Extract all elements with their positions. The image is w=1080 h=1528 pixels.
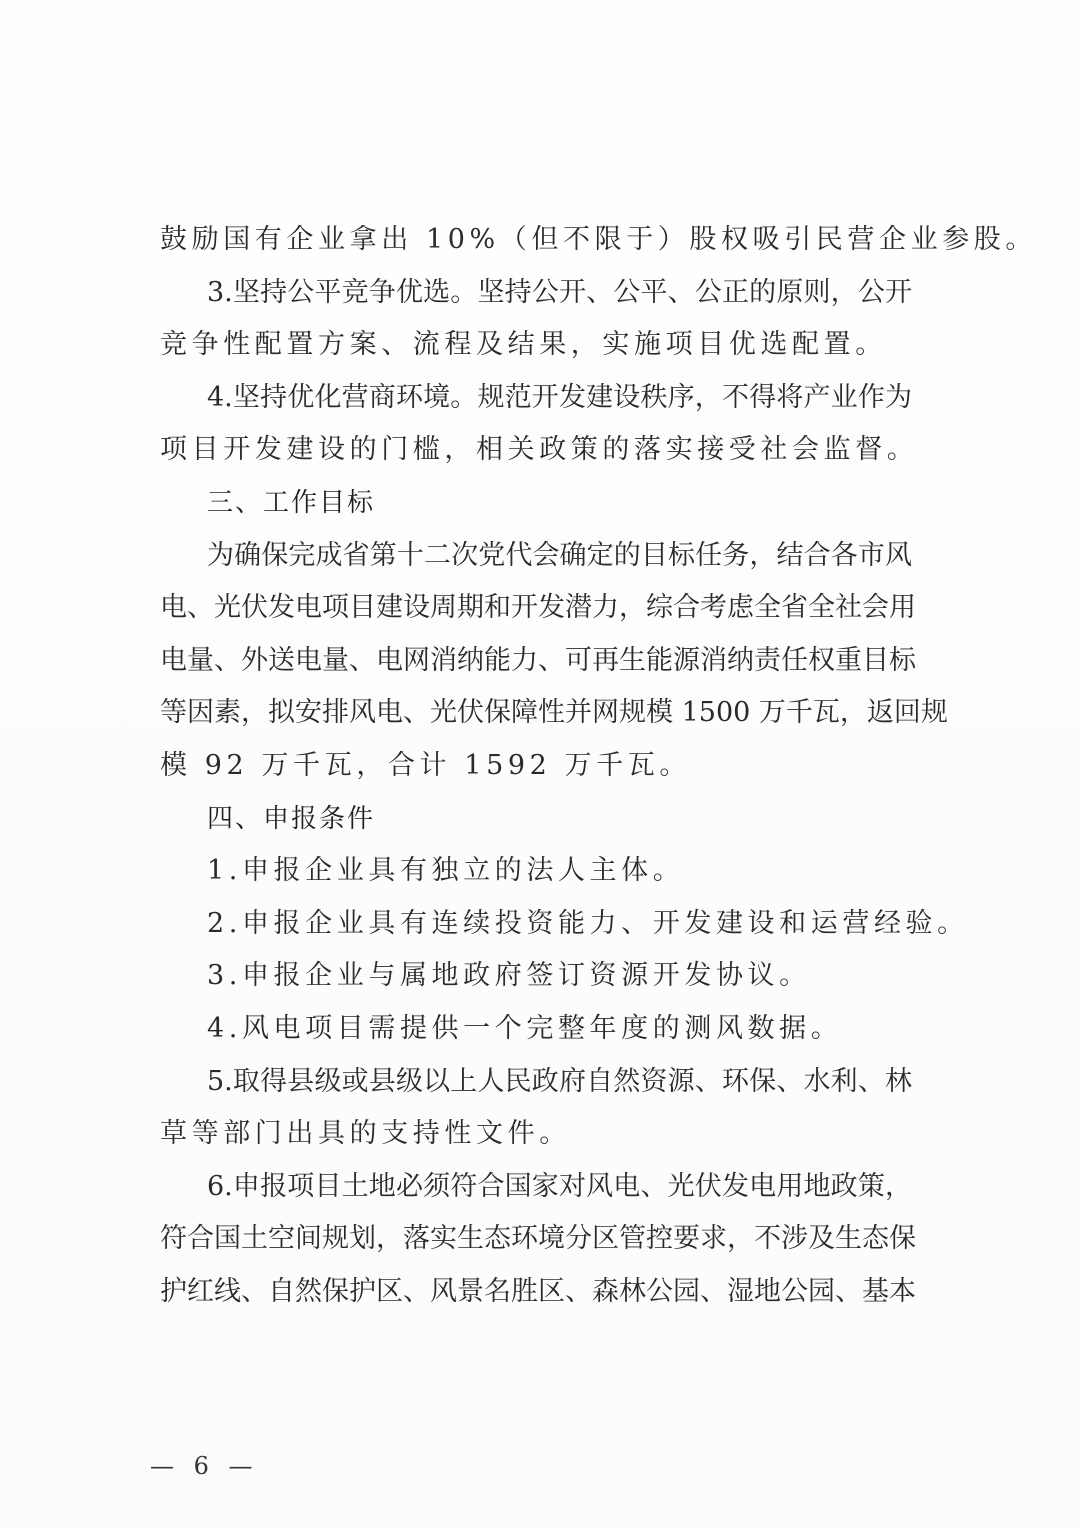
text-line: 等因素，拟安排风电、光伏保障性并网规模 1500 万千瓦，返回规 bbox=[160, 697, 948, 729]
text-line: 符合国土空间规划，落实生态环境分区管控要求，不涉及生态保 bbox=[160, 1223, 916, 1255]
text-line: 为确保完成省第十二次党代会确定的目标任务，结合各市风 bbox=[207, 539, 912, 571]
text-line: 竞争性配置方案、流程及结果，实施项目优选配置。 bbox=[160, 329, 887, 361]
text-line: 4.坚持优化营商环境。规范开发建设秩序，不得将产业作为 bbox=[207, 381, 912, 413]
text-line: 草等部门出具的支持性文件。 bbox=[160, 1118, 571, 1150]
text-line: 3.坚持公平竞争优选。坚持公开、公平、公正的原则，公开 bbox=[207, 276, 912, 308]
text-line: 模 92 万千瓦，合计 1592 万千瓦。 bbox=[160, 749, 691, 781]
text-line: 4.风电项目需提供一个完整年度的测风数据。 bbox=[207, 1012, 843, 1044]
text-line: 5.取得县级或县级以上人民政府自然资源、环保、水利、林 bbox=[207, 1065, 912, 1097]
document-body bbox=[160, 214, 1037, 1318]
text-line: 护红线、自然保护区、风景名胜区、森林公园、湿地公园、基本 bbox=[160, 1275, 916, 1307]
section-heading: 三、工作目标 bbox=[207, 487, 376, 518]
text-line: 2.申报企业具有连续投资能力、开发建设和运营经验。 bbox=[207, 907, 969, 939]
page-number: — 6 — bbox=[150, 1452, 259, 1480]
text-line: 3.申报企业与属地政府签订资源开发协议。 bbox=[207, 960, 811, 992]
text-line: 1.申报企业具有独立的法人主体。 bbox=[207, 855, 685, 887]
text-line: 电、光伏发电项目建设周期和开发潜力，综合考虑全省全社会用 bbox=[160, 592, 916, 624]
text-line: 6.申报项目土地必须符合国家对风电、光伏发电用地政策， bbox=[207, 1170, 912, 1202]
text-line: 鼓励国有企业拿出 10%（但不限于）股权吸引民营企业参股。 bbox=[160, 224, 1037, 255]
text-line: 项目开发建设的门槛，相关政策的落实接受社会监督。 bbox=[160, 434, 919, 466]
section-heading: 四、申报条件 bbox=[207, 803, 376, 834]
text-line: 电量、外送电量、电网消纳能力、可再生能源消纳责任权重目标 bbox=[160, 644, 916, 676]
